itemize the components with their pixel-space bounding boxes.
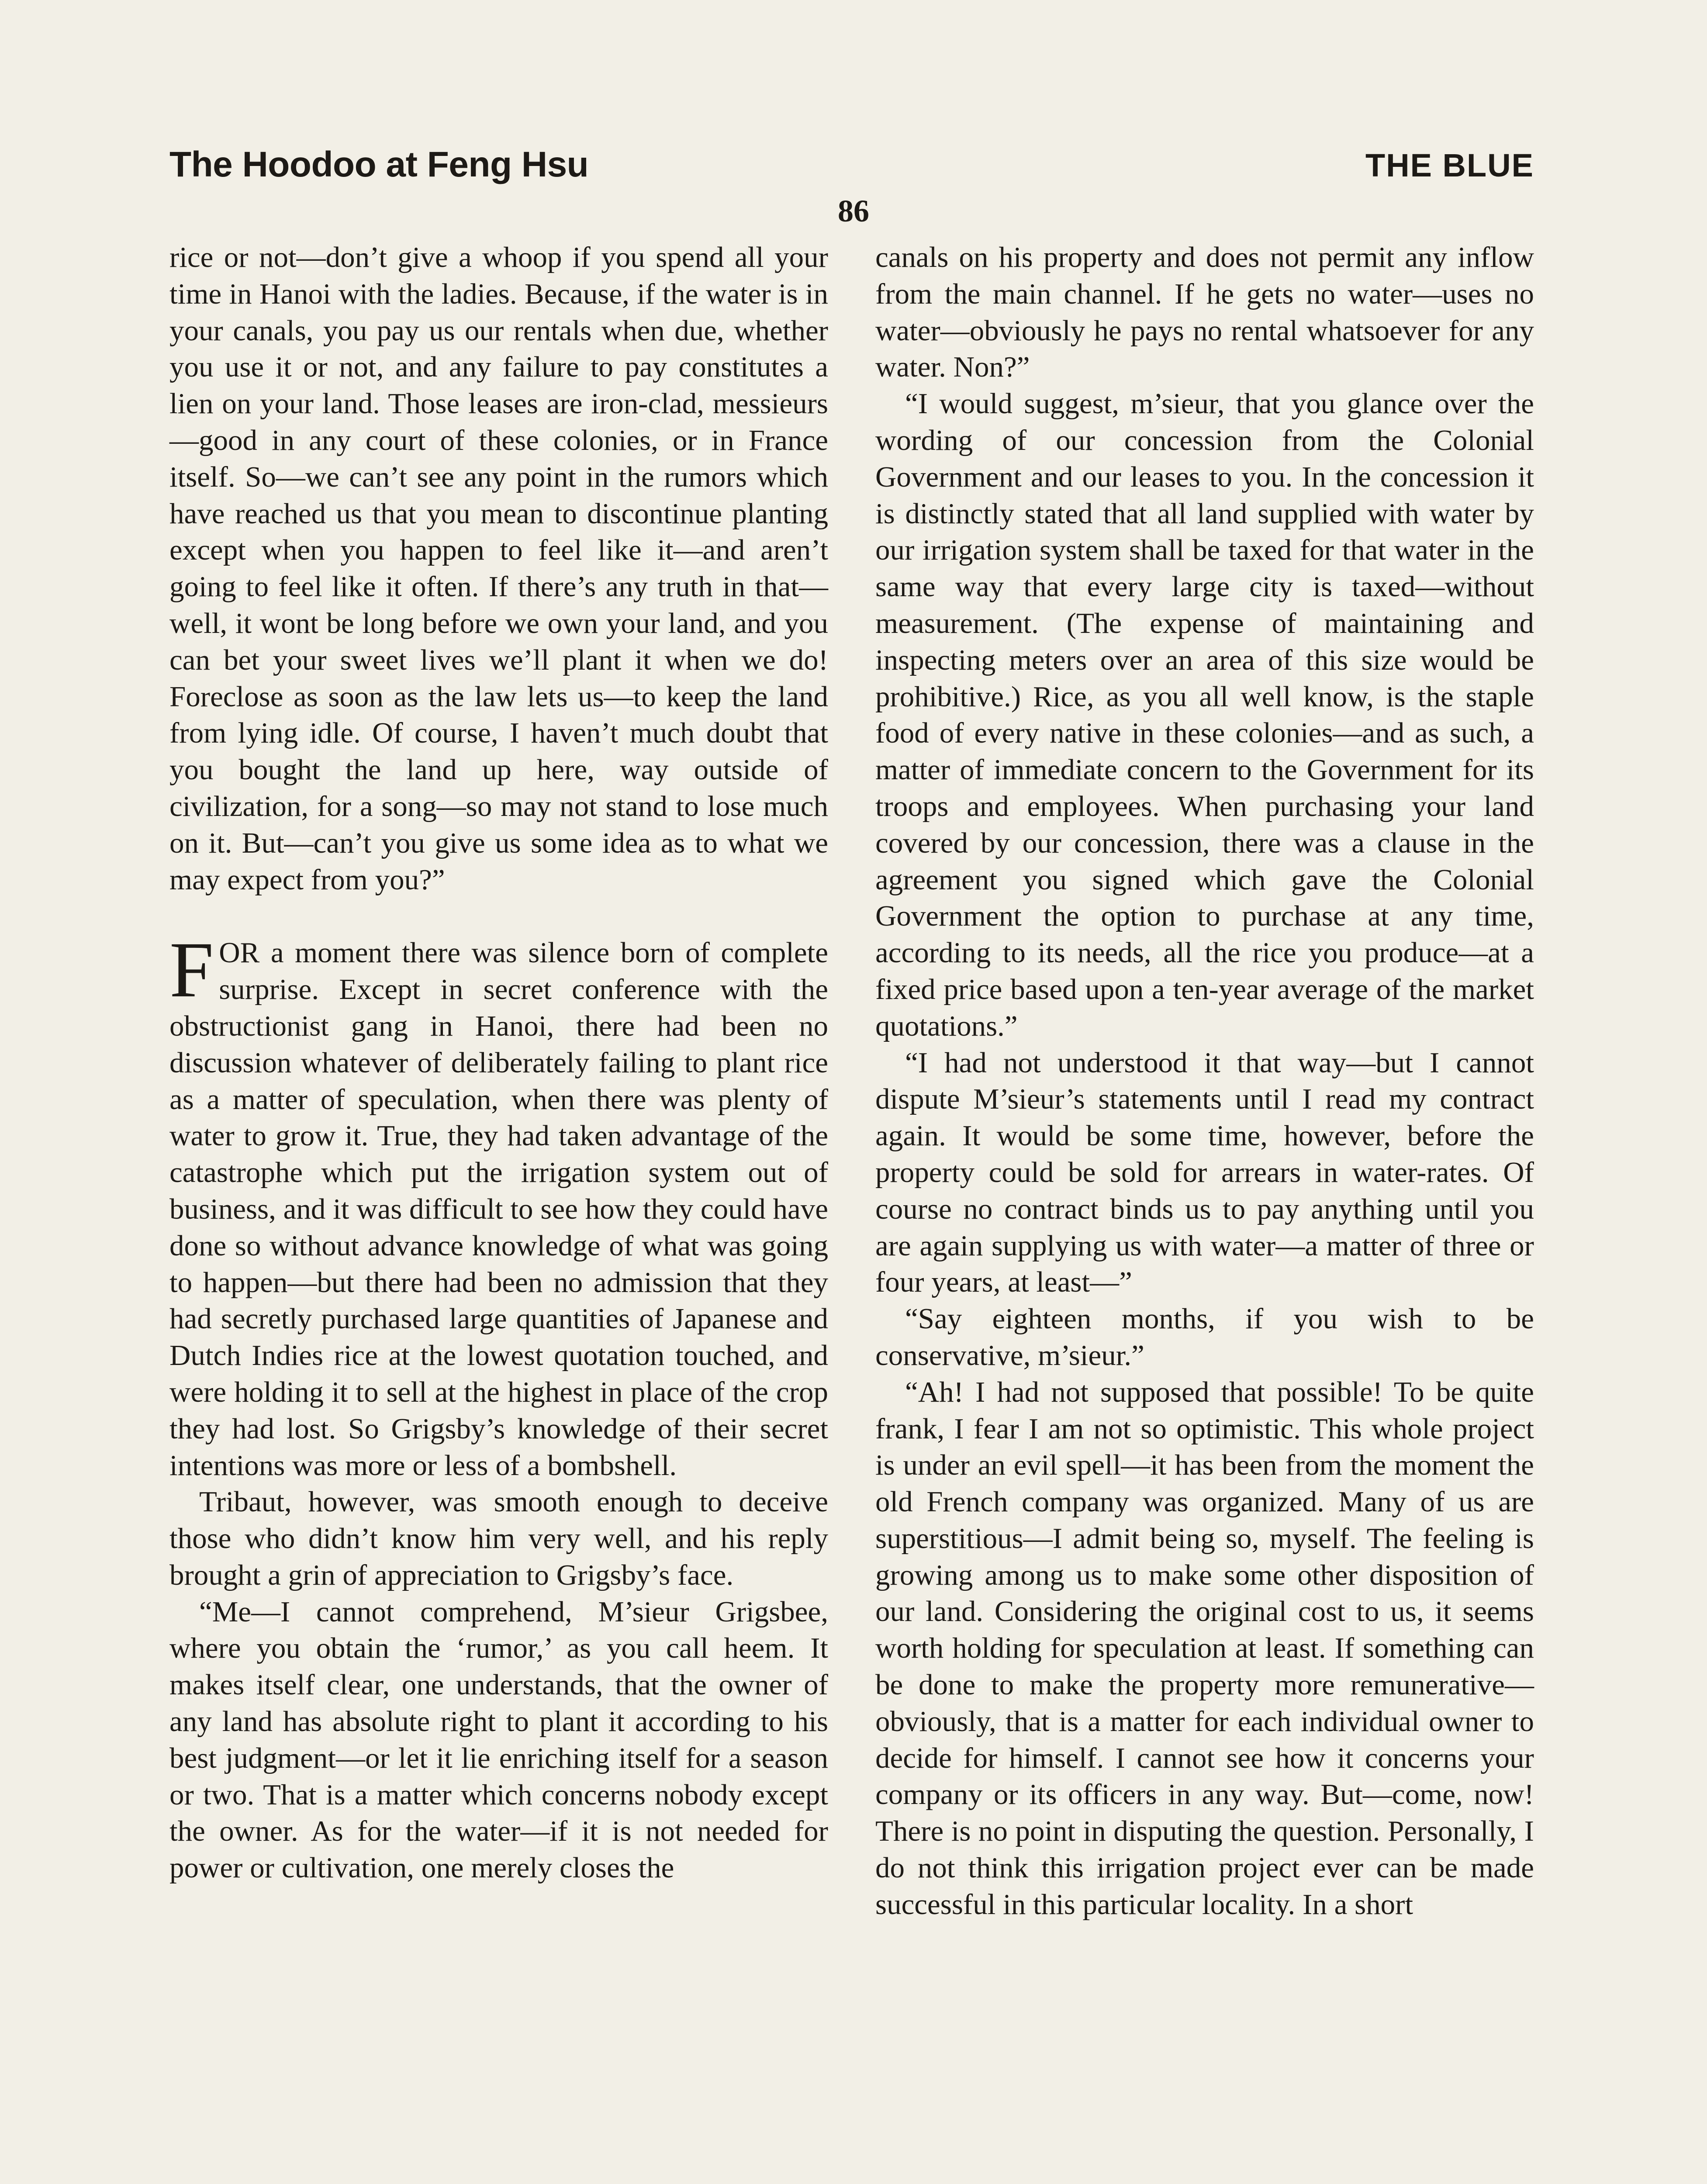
- left-paragraph-2: FOR a moment there was silence born of complete surprise. Except in secret conference with the obstructionist gang in Hanoi, there had been no discussion whatever of deliberately failing to plant rice as a matter of speculation, when there was plenty of water to grow it. True, they had taken advantage of the catastrophe which put the irrigation system out of business, and it was difficult to see how they could have done so without advance knowledge of what was going to happen—but there had been no admission that they had secretly purchased large quantities of Japanese and Dutch Indies rice at the lowest quotation touched, and were holding it to sell at the highest in place of the crop they had lost. So Grigsby’s knowledge of their secret intentions was more or less of a bombshell.: [169, 926, 828, 1482]
- left-paragraph-4: “Me—I cannot comprehend, M’sieur Grigsbee, where you obtain the ‘rumor,’ as you call heem. It makes itself clear, one understands, that the owner of any land has absolute right to plant it according to his best judgment—or let it lie enriching itself for a season or two. That is a matter which concerns nobody except the owner. As for the water—if it is not needed for power or cultivation, one merely closes the: [169, 1595, 828, 1884]
- right-column: [875, 239, 1534, 1923]
- magazine-name: THE BLUE: [1365, 147, 1534, 183]
- running-head: [169, 144, 1534, 185]
- left-paragraph-3: Tribaut, however, was smooth enough to deceive those who didn’t know him very well, and his reply brought a grin of appreciation to Grigsby’s face.: [169, 1486, 828, 1591]
- right-paragraph-5: “Ah! I had not supposed that possible! To be quite frank, I fear I am not so optimistic. This whole project is under an evil spell—it has been from the moment the old French company was organized. Many of us are superstitious—I admit being so, myself. The feeling is growing among us to make some other disposition of our land. Considering the original cost to us, it seems worth holding for speculation at least. If something can be done to make the property more remunerative—obviously, that is a matter for each individual owner to decide for himself. I cannot see how it concerns your company or its officers in any way. But—come, now! There is no point in disputing the question. Personally, I do not think this irrigation project ever can be made successful in this particular locality. In a short: [875, 1375, 1534, 1921]
- left-paragraph-1: rice or not—don’t give a whoop if you spend all your time in Hanoi with the ladies. Because, if the water is in your canals, you pay us our rentals when due, whether you use it or not, and any failure to pay constitutes a lien on your land. Those leases are iron-clad, messieurs—good in any court of these colonies, or in France itself. So—we can’t see any point in the rumors which have reached us that you mean to discontinue planting except when you happen to feel like it—and aren’t going to feel like it often. If there’s any truth in that—well, it wont be long before we own your land, and you can bet your sweet lives we’ll plant it when we do! Foreclose as soon as the law lets us—to keep the land from lying idle. Of course, I haven’t much doubt that you bought the land up here, way outside of civilization, for a song—so may not stand to lose much on it. But—can’t you give us some idea as to what we may expect from you?”: [169, 241, 828, 896]
- page-number: 86: [838, 194, 869, 228]
- right-paragraph-2: “I would suggest, m’sieur, that you glance over the wording of our concession from the Colonial Government and our leases to you. In the concession it is distinctly stated that all land supplied with water by our irrigation system shall be taxed for that water in the same way that every large city is taxed—without measurement. (The expense of maintaining and inspecting meters over an area of this size would be prohibitive.) Rice, as you all well know, is the staple food of every native in these colonies—and as such, a matter of immediate concern to the Government for its troops and employees. When purchasing your land covered by our concession, there was a clause in the agreement you signed which gave the Colonial Government the option to purchase at any time, according to its needs, all the rice you produce—at a fixed price based upon a ten-year average of the market quotations.”: [875, 387, 1534, 1042]
- right-paragraph-3: “I had not understood it that way—but I cannot dispute M’sieur’s statements until I read my contract again. It would be some time, however, before the property could be sold for arrears in water-rates. Of course no contract binds us to pay anything until you are again supplying us with water—a matter of three or four years, at least—”: [875, 1046, 1534, 1299]
- story-title: The Hoodoo at Feng Hsu: [169, 145, 589, 184]
- left-column: [169, 239, 828, 1887]
- right-paragraph-1: canals on his property and does not permit any inflow from the main channel. If he gets no water—uses no water—obviously he pays no rental whatsoever for any water. Non?”: [875, 241, 1534, 384]
- right-paragraph-4: “Say eighteen months, if you wish to be conservative, m’sieur.”: [875, 1303, 1534, 1372]
